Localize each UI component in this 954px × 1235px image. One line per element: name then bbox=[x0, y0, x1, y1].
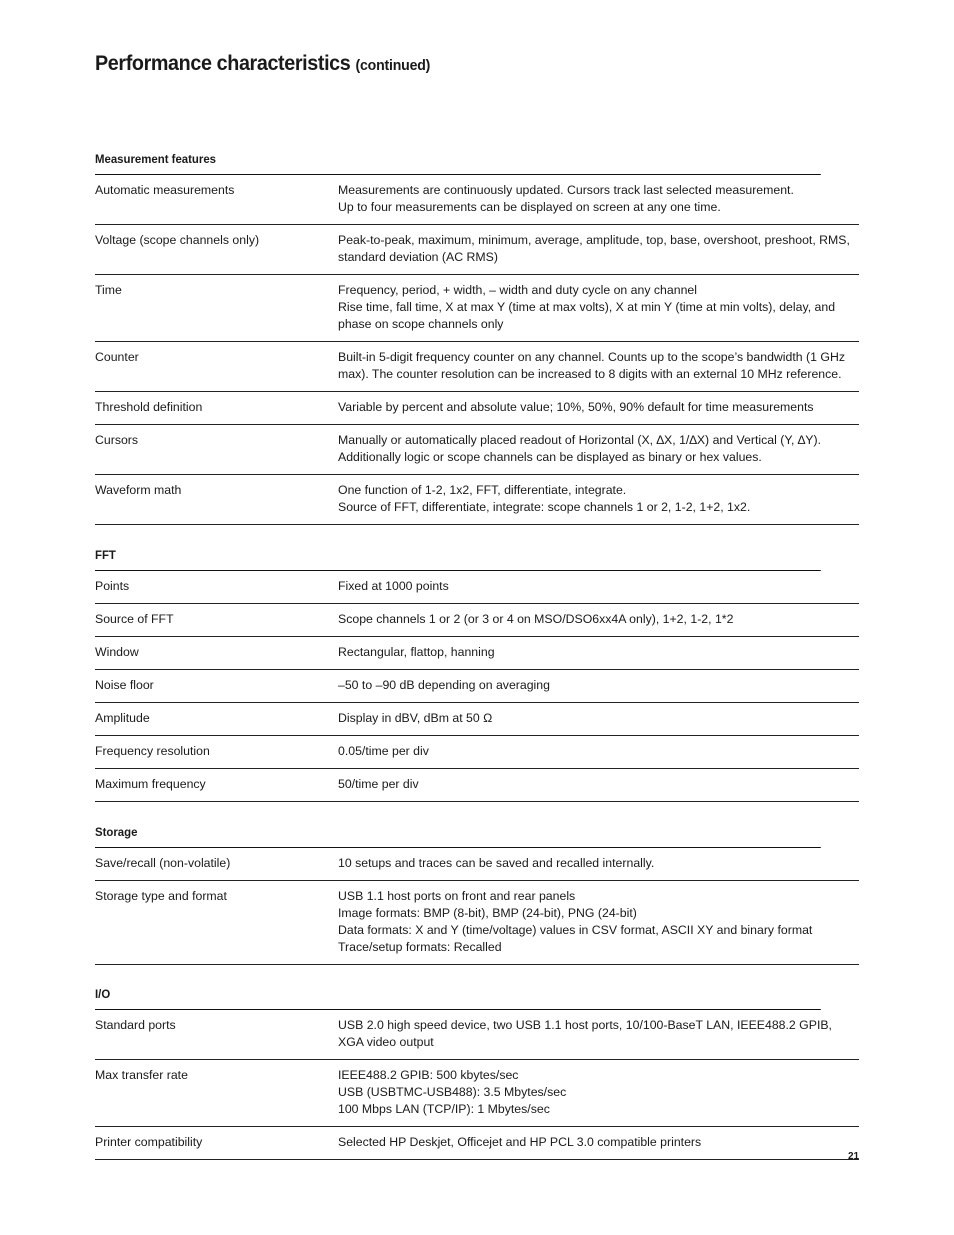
spec-label: Window bbox=[95, 645, 139, 659]
page-title-main: Performance characteristics bbox=[95, 52, 351, 75]
spec-label: Voltage (scope channels only) bbox=[95, 233, 260, 247]
spec-row bbox=[95, 848, 859, 881]
spec-label: Max transfer rate bbox=[95, 1068, 188, 1082]
spec-value bbox=[338, 282, 859, 333]
spec-label: Frequency resolution bbox=[95, 744, 210, 758]
spec-row bbox=[95, 1127, 859, 1160]
spec-label: Maximum frequency bbox=[95, 777, 206, 791]
spec-label: Counter bbox=[95, 350, 139, 364]
spec-label: Storage type and format bbox=[95, 889, 227, 903]
spec-label: Save/recall (non-volatile) bbox=[95, 856, 231, 870]
section-title: Storage bbox=[95, 824, 821, 848]
spec-row bbox=[95, 1010, 859, 1060]
spec-value-line: Image formats: BMP (8-bit), BMP (24-bit), PNG (24-bit) bbox=[338, 906, 637, 920]
spec-value-line: Variable by percent and absolute value; 10%, 50%, 90% default for time measurements bbox=[338, 400, 814, 414]
spec-value-line: XGA video output bbox=[338, 1035, 434, 1049]
spec-value-line: Trace/setup formats: Recalled bbox=[338, 940, 502, 954]
spec-value bbox=[338, 349, 859, 383]
spec-value-line: 50/time per div bbox=[338, 777, 419, 791]
spec-row bbox=[95, 425, 859, 475]
spec-row bbox=[95, 225, 859, 275]
spec-value-line: 0.05/time per div bbox=[338, 744, 429, 758]
spec-label: Source of FFT bbox=[95, 612, 174, 626]
spec-value bbox=[338, 399, 859, 416]
spec-value-line: Display in dBV, dBm at 50 Ω bbox=[338, 711, 493, 725]
spec-value bbox=[338, 232, 859, 266]
spec-label: Printer compatibility bbox=[95, 1135, 203, 1149]
spec-value-line: Data formats: X and Y (time/voltage) values in CSV format, ASCII XY and binary format bbox=[338, 923, 813, 937]
spec-value bbox=[338, 677, 859, 694]
section-title: Measurement features bbox=[95, 151, 821, 175]
spec-row bbox=[95, 769, 859, 802]
spec-value-line: Additionally logic or scope channels can be displayed as binary or hex values. bbox=[338, 450, 762, 464]
spec-value bbox=[338, 611, 859, 628]
section-title: I/O bbox=[95, 986, 821, 1010]
spec-value-line: 10 setups and traces can be saved and recalled internally. bbox=[338, 856, 655, 870]
spec-value bbox=[338, 776, 859, 793]
spec-value-line: Built-in 5-digit frequency counter on any channel. Counts up to the scope’s bandwidth (1 GHz bbox=[338, 350, 845, 364]
spec-row bbox=[95, 475, 859, 525]
spec-value bbox=[338, 888, 859, 956]
spec-row bbox=[95, 342, 859, 392]
spec-label: Amplitude bbox=[95, 711, 150, 725]
spec-value-line: Rise time, fall time, X at max Y (time at max volts), X at min Y (time at min volts), delay, and bbox=[338, 300, 836, 314]
spec-value bbox=[338, 1017, 859, 1051]
spec-value-line: standard deviation (AC RMS) bbox=[338, 250, 498, 264]
spec-row bbox=[95, 736, 859, 769]
spec-value bbox=[338, 710, 859, 727]
spec-value-line: phase on scope channels only bbox=[338, 317, 504, 331]
spec-value bbox=[338, 1134, 859, 1151]
spec-value-line: One function of 1-2, 1x2, FFT, differentiate, integrate. bbox=[338, 483, 627, 497]
spec-value-line: Measurements are continuously updated. Cursors track last selected measurement. bbox=[338, 183, 794, 197]
spec-value-line: IEEE488.2 GPIB: 500 kbytes/sec bbox=[338, 1068, 519, 1082]
spec-value-line: USB 1.1 host ports on front and rear panels bbox=[338, 889, 576, 903]
spec-value-line: Manually or automatically placed readout of Horizontal (X, ∆X, 1/∆X) and Vertical (Y, ∆Y). bbox=[338, 433, 822, 447]
page-title-continued: (continued) bbox=[355, 57, 431, 74]
spec-value bbox=[338, 578, 859, 595]
spec-row bbox=[95, 275, 859, 342]
spec-row bbox=[95, 392, 859, 425]
spec-label: Points bbox=[95, 579, 130, 593]
spec-value bbox=[338, 1067, 859, 1118]
section-measurement bbox=[95, 151, 859, 525]
spec-value-line: USB (USBTMC-USB488): 3.5 Mbytes/sec bbox=[338, 1085, 567, 1099]
spec-row bbox=[95, 881, 859, 965]
spec-value-line: Source of FFT, differentiate, integrate: scope channels 1 or 2, 1-2, 1+2, 1x2. bbox=[338, 500, 751, 514]
spec-row bbox=[95, 703, 859, 736]
spec-value-line: Selected HP Deskjet, Officejet and HP PCL 3.0 compatible printers bbox=[338, 1135, 702, 1149]
spec-row bbox=[95, 670, 859, 703]
spec-value-line: Fixed at 1000 points bbox=[338, 579, 449, 593]
spec-value-line: Frequency, period, + width, – width and duty cycle on any channel bbox=[338, 283, 697, 297]
spec-value-line: Scope channels 1 or 2 (or 3 or 4 on MSO/DSO6xx4A only), 1+2, 1-2, 1*2 bbox=[338, 612, 734, 626]
spec-row bbox=[95, 1060, 859, 1127]
spec-label: Noise floor bbox=[95, 678, 154, 692]
spec-value-line: Peak-to-peak, maximum, minimum, average, amplitude, top, base, overshoot, preshoot, RMS, bbox=[338, 233, 850, 247]
page-title bbox=[95, 52, 430, 76]
spec-value-line: Up to four measurements can be displayed on screen at any one time. bbox=[338, 200, 721, 214]
spec-value bbox=[338, 855, 859, 872]
spec-value-line: 100 Mbps LAN (TCP/IP): 1 Mbytes/sec bbox=[338, 1102, 550, 1116]
spec-value-line: max). The counter resolution can be increased to 8 digits with an external 10 MHz reference. bbox=[338, 367, 842, 381]
spec-label: Automatic measurements bbox=[95, 183, 235, 197]
spec-row bbox=[95, 175, 859, 225]
spec-row bbox=[95, 637, 859, 670]
spec-label: Waveform math bbox=[95, 483, 182, 497]
spec-label: Standard ports bbox=[95, 1018, 176, 1032]
spec-value bbox=[338, 644, 859, 661]
spec-value bbox=[338, 432, 859, 466]
spec-value bbox=[338, 743, 859, 760]
spec-value bbox=[338, 182, 859, 216]
spec-value-line: –50 to –90 dB depending on averaging bbox=[338, 678, 550, 692]
spec-value bbox=[338, 482, 859, 516]
spec-row bbox=[95, 604, 859, 637]
spec-value-line: Rectangular, flattop, hanning bbox=[338, 645, 495, 659]
spec-label: Time bbox=[95, 283, 122, 297]
spec-value-line: USB 2.0 high speed device, two USB 1.1 host ports, 10/100-BaseT LAN, IEEE488.2 GPIB, bbox=[338, 1018, 832, 1032]
spec-row bbox=[95, 571, 859, 604]
section-io bbox=[95, 986, 859, 1160]
spec-label: Threshold definition bbox=[95, 400, 203, 414]
section-title: FFT bbox=[95, 547, 821, 571]
section-storage bbox=[95, 824, 859, 965]
page-number: 21 bbox=[848, 1151, 860, 1162]
spec-sections bbox=[95, 151, 859, 1182]
section-fft bbox=[95, 547, 859, 802]
spec-label: Cursors bbox=[95, 433, 139, 447]
